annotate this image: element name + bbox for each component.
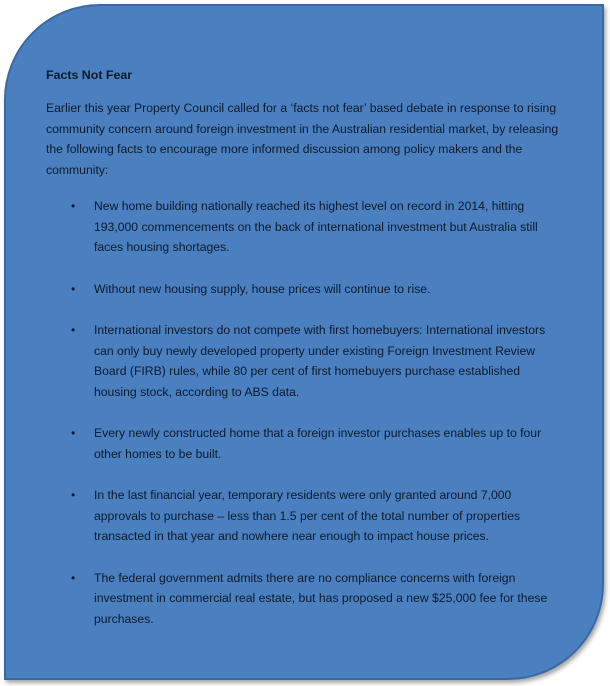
bullet-icon: •: [71, 570, 76, 585]
list-item: [6, 485, 606, 547]
facts-list: [6, 196, 606, 650]
fact-text: In the last financial year, temporary residents were only granted around 7,000 approvals to purchase – less than 1.5 per cent of the total number of properties transacted in that year and nowhere near enough to impact house prices.: [94, 488, 521, 543]
fact-text: International investors do not compete with first homebuyers: International investors can only buy newly developed property under existing Foreign Investment Review Board (FIRB) rules, while 80 per cent of first homebuyers purchase established housing stock, according to ABS data.: [94, 323, 546, 399]
intro-paragraph: Earlier this year Property Council called for a ‘facts not fear’ based debate in response to rising community concern around foreign investment in the Australian residential market, by releasing the following facts to encourage more informed discussion among policy makers and the community:: [46, 101, 559, 177]
list-item: [6, 568, 606, 630]
list-item: [6, 196, 606, 258]
bullet-icon: •: [71, 488, 76, 502]
facts-panel: [4, 4, 604, 680]
fact-text: Every newly constructed home that a foreign investor purchases enables up to four other homes to be built.: [94, 426, 542, 461]
bullet-icon: •: [71, 199, 76, 213]
bullet-icon: •: [71, 281, 76, 296]
list-item: [6, 423, 606, 464]
bullet-icon: •: [71, 323, 76, 337]
panel-title: Facts Not Fear: [46, 68, 133, 82]
bullet-icon: •: [71, 426, 76, 440]
fact-text: Without new housing supply, house prices will continue to rise.: [94, 281, 431, 296]
list-item: [6, 279, 606, 300]
list-item: [6, 320, 606, 402]
fact-text: New home building nationally reached its highest level on record in 2014, hitting 193,000 commencements on the back of international investment but Australia still faces housing shortages.: [94, 199, 538, 254]
fact-text: The federal government admits there are no compliance concerns with foreign investment in commercial real estate, but has proposed a new $25,000 fee for these purchases.: [94, 570, 548, 626]
